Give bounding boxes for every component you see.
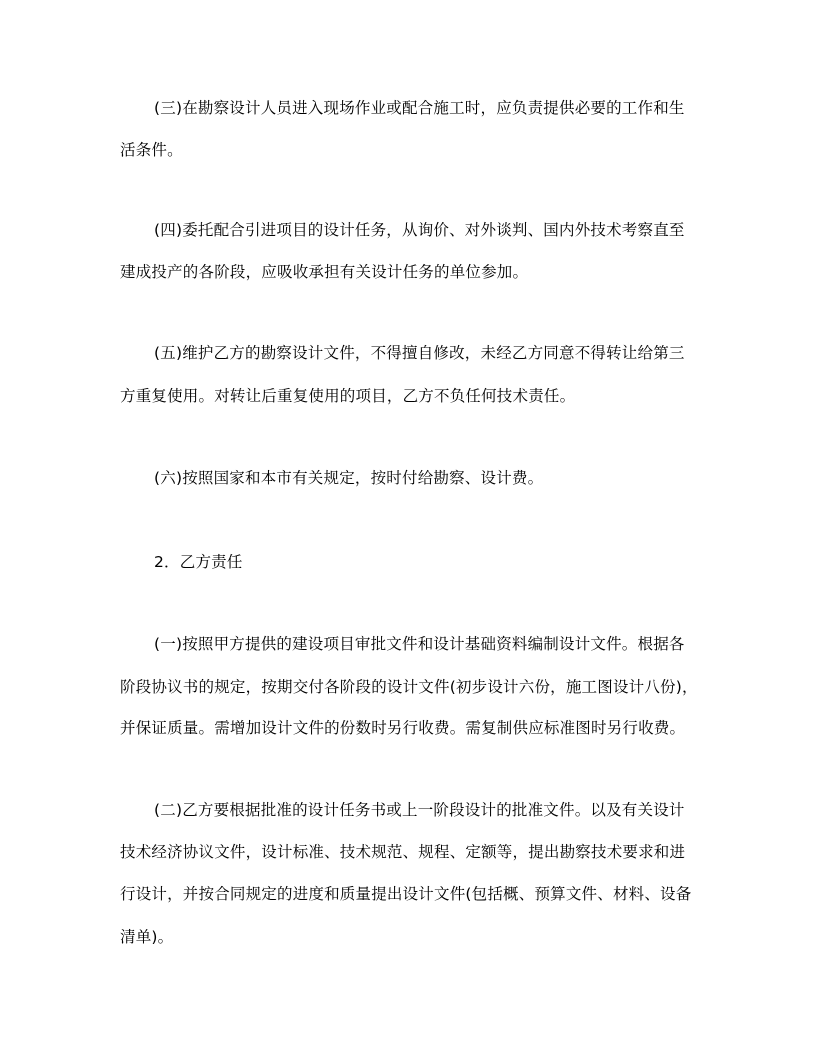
paragraph-3-line-2: 活条件。	[120, 141, 183, 159]
paragraph-4-line-1: (四)委托配合引进项目的设计任务，从询价、对外谈判、国内外技术考察直至	[154, 221, 685, 239]
party-b-paragraph-1-line-2: 阶段协议书的规定，按期交付各阶段的设计文件(初步设计六份，施工图设计八份)，	[120, 678, 698, 696]
section-heading-party-b-responsibility: 2．乙方责任	[154, 553, 243, 571]
party-b-paragraph-2-line-1: (二)乙方要根据批准的设计任务书或上一阶段设计的批准文件。以及有关设计	[154, 801, 685, 819]
paragraph-3-line-1: (三)在勘察设计人员进入现场作业或配合施工时，应负责提供必要的工作和生	[154, 99, 685, 117]
party-b-paragraph-2-line-2: 技术经济协议文件，设计标准、技术规范、规程、定额等，提出勘察技术要求和进	[120, 843, 686, 861]
party-b-paragraph-2-line-4: 清单)。	[120, 928, 174, 946]
paragraph-5-line-1: (五)维护乙方的勘察设计文件，不得擅自修改，未经乙方同意不得转让给第三	[154, 344, 685, 362]
party-b-paragraph-2-line-3: 行设计，并按合同规定的进度和质量提出设计文件(包括概、预算文件、材料、设备	[120, 885, 692, 903]
paragraph-4-line-2: 建成投产的各阶段，应吸收承担有关设计任务的单位参加。	[120, 263, 529, 281]
paragraph-6-line-1: (六)按照国家和本市有关规定，按时付给勘察、设计费。	[154, 469, 544, 487]
party-b-paragraph-1-line-1: (一)按照甲方提供的建设项目审批文件和设计基础资料编制设计文件。根据各	[154, 635, 685, 653]
paragraph-5-line-2: 方重复使用。对转让后重复使用的项目，乙方不负任何技术责任。	[120, 387, 576, 405]
party-b-paragraph-1-line-3: 并保证质量。需增加设计文件的份数时另行收费。需复制供应标准图时另行收费。	[120, 719, 686, 737]
